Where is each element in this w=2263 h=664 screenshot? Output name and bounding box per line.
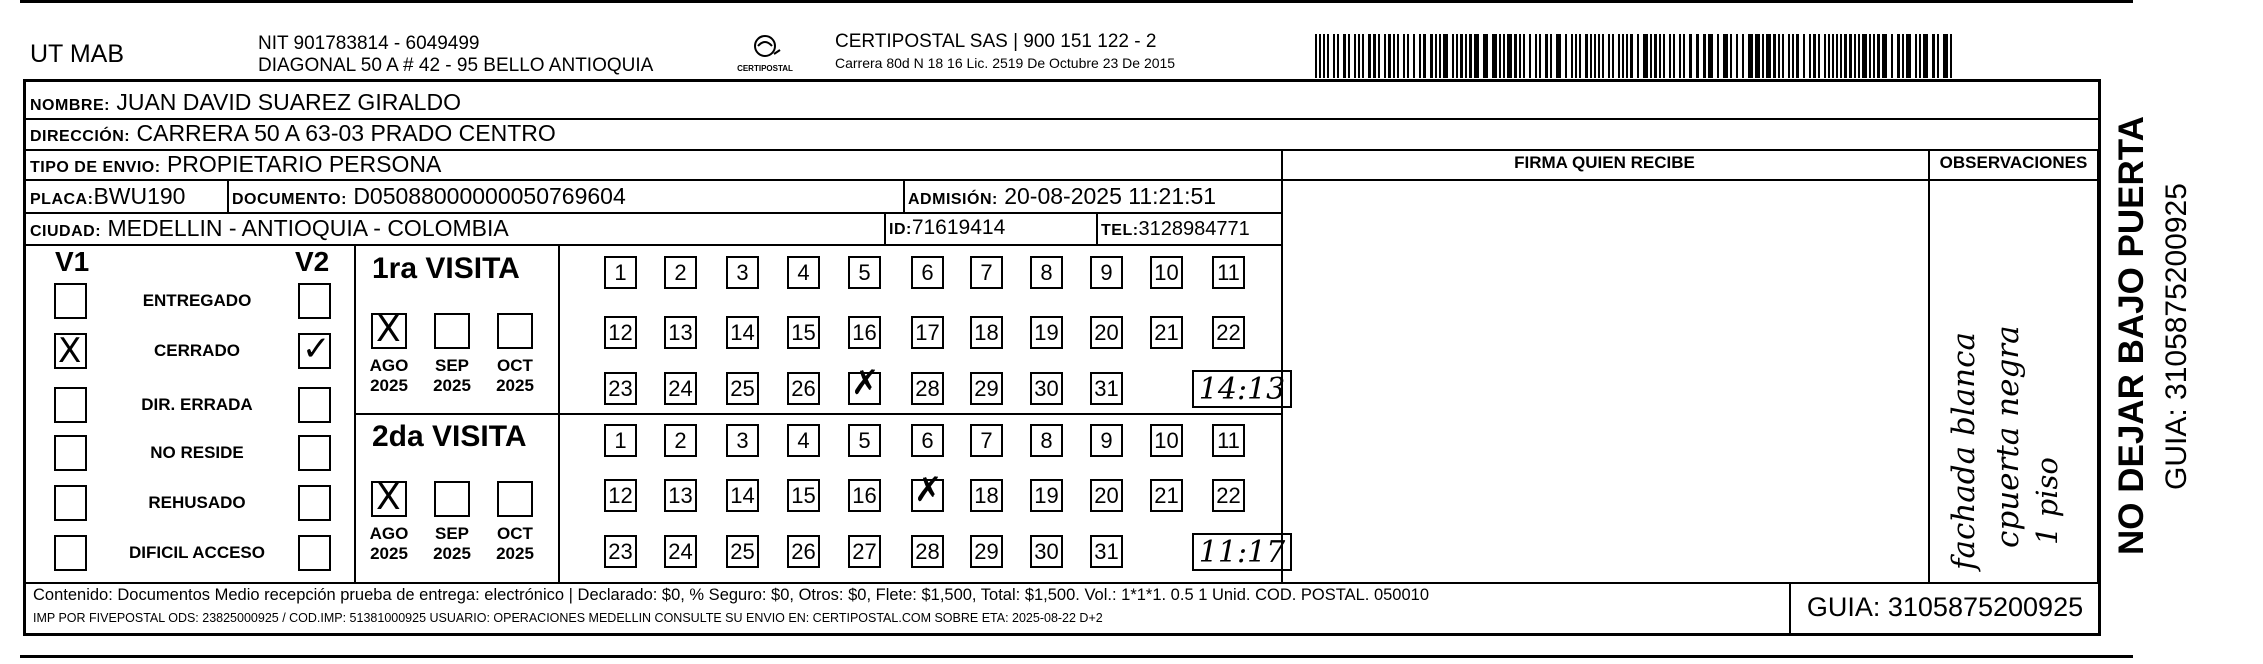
footer-imp: IMP POR FIVEPOSTAL ODS: 23825000925 / COD.IMP: 51381000925 USUARIO: OPERACIONES MEDELLIN CONSULTE SU ENVIO EN: CERTIPOSTAL.COM SOBRE ETA: 2025-08-22 D+2 xyxy=(33,611,1103,625)
first-visit-day-box[interactable]: 21 xyxy=(1150,316,1183,349)
barcode-bar xyxy=(1419,34,1421,78)
barcode-bar xyxy=(1348,34,1350,78)
v1-checkbox[interactable] xyxy=(54,333,87,369)
barcode-bar xyxy=(1550,34,1552,78)
second-visit-day-box[interactable]: 27 xyxy=(848,535,881,568)
barcode-bar xyxy=(1828,34,1830,78)
col-divider xyxy=(1281,149,1283,582)
barcode-bar xyxy=(1358,34,1360,78)
barcode-bar xyxy=(1708,34,1713,78)
second-visit-month-label xyxy=(489,524,541,564)
barcode-bar xyxy=(1849,34,1852,78)
tipo-value: PROPIETARIO PERSONA xyxy=(166,151,442,177)
status-label: DIFICIL ACCESO xyxy=(128,543,265,562)
barcode-bar xyxy=(1643,34,1648,78)
v2-checkbox[interactable] xyxy=(298,485,331,521)
barcode-bar xyxy=(1503,34,1505,78)
barcode-bar xyxy=(1762,34,1764,78)
barcode-bar xyxy=(1683,34,1685,78)
barcode-bar xyxy=(1535,34,1537,78)
barcode-bar xyxy=(1460,34,1463,78)
barcode-bar xyxy=(1337,34,1339,78)
first-visit-time-box[interactable]: 14:13 xyxy=(1192,370,1292,408)
first-visit-day-box[interactable]: 13 xyxy=(664,316,697,349)
first-visit-day-box[interactable]: 28 xyxy=(911,372,944,405)
tel-value: 3128984771 xyxy=(1138,218,1250,240)
placa-row xyxy=(30,182,185,214)
barcode-bar xyxy=(1782,34,1784,78)
status-label: NO RESIDE xyxy=(150,443,244,462)
admision-label: ADMISIÓN: xyxy=(908,191,998,208)
barcode-bar xyxy=(1545,34,1548,78)
barcode-bar xyxy=(1854,34,1856,78)
second-visit-day-box[interactable]: 11 xyxy=(1212,424,1245,457)
v1-checkbox[interactable] xyxy=(54,435,87,471)
barcode-bar xyxy=(1556,34,1561,78)
second-visit-day-box[interactable]: 2 xyxy=(664,424,697,457)
barcode-bar xyxy=(1602,34,1604,78)
barcode-bar xyxy=(1919,34,1921,78)
placa-label: PLACA: xyxy=(30,191,94,208)
barcode-bar xyxy=(1873,34,1875,78)
first-visit-day-box[interactable]: 7 xyxy=(970,256,1003,289)
nombre-label: NOMBRE: xyxy=(30,97,110,114)
month-year: 2025 xyxy=(370,376,408,395)
barcode-bar xyxy=(1730,34,1732,78)
barcode-bar xyxy=(1452,34,1454,78)
ciudad-value: MEDELLIN - ANTIOQUIA - COLOMBIA xyxy=(107,215,509,241)
barcode-bar xyxy=(1877,34,1880,78)
second-visit-day-box[interactable]: 20 xyxy=(1090,479,1123,512)
firma-header: FIRMA QUIEN RECIBE xyxy=(1514,153,1695,172)
bottom-border xyxy=(20,655,2133,658)
second-visit-month-label xyxy=(363,524,415,564)
second-visit-day-box[interactable]: 28 xyxy=(911,535,944,568)
check-mark: ✗ xyxy=(851,363,880,403)
v1-checkbox[interactable] xyxy=(54,283,87,319)
company-nit: NIT 901783814 - 6049499 xyxy=(258,33,480,54)
second-visit-month-label xyxy=(426,524,478,564)
barcode-bar xyxy=(1923,34,1928,78)
barcode-bar xyxy=(1474,34,1479,78)
barcode-bar xyxy=(1669,34,1671,78)
direccion-row xyxy=(30,119,556,151)
barcode-bar xyxy=(1343,34,1346,78)
observaciones-header: OBSERVACIONES xyxy=(1939,153,2088,172)
visit-divider xyxy=(354,413,1282,415)
barcode-bar xyxy=(1523,34,1525,78)
barcode-bar xyxy=(1937,34,1939,78)
first-visit-day-box[interactable]: 2 xyxy=(664,256,697,289)
cell-divider xyxy=(1096,212,1098,244)
barcode-bar xyxy=(1388,34,1391,78)
first-visit-title: 1ra VISITA xyxy=(372,252,520,285)
second-visit-day-box[interactable]: 21 xyxy=(1150,479,1183,512)
side-warning: NO DEJAR BAJO PUERTA xyxy=(2112,116,2151,555)
barcode-bar xyxy=(1803,34,1805,78)
first-visit-month-label xyxy=(426,356,478,396)
documento-row xyxy=(232,182,626,214)
barcode-bar xyxy=(1384,34,1386,78)
barcode-bar xyxy=(1650,34,1652,78)
barcode-bar xyxy=(1836,34,1838,78)
month-year: 2025 xyxy=(433,376,471,395)
barcode-bar xyxy=(1465,34,1467,78)
barcode-bar xyxy=(1869,34,1871,78)
first-visit-month-checkbox[interactable] xyxy=(371,309,407,350)
v1-checkbox[interactable] xyxy=(54,535,87,571)
second-visit-day-box[interactable]: 31 xyxy=(1090,535,1123,568)
month-name: AGO xyxy=(369,356,409,375)
barcode-bar xyxy=(1483,34,1488,78)
barcode-bar xyxy=(1333,34,1335,78)
barcode-bar xyxy=(1622,34,1624,78)
documento-value: D05088000000050769604 xyxy=(353,183,626,209)
barcode-bar xyxy=(1748,34,1753,78)
company-name: UT MAB xyxy=(30,40,124,68)
first-visit-day-box[interactable]: 12 xyxy=(604,316,637,349)
documento-label: DOCUMENTO: xyxy=(232,191,347,208)
barcode-bar xyxy=(1950,34,1952,78)
barcode-bar xyxy=(1362,34,1364,78)
barcode-bar xyxy=(1469,34,1472,78)
barcode-bar xyxy=(1319,34,1321,78)
second-visit-day-box[interactable]: 13 xyxy=(664,479,697,512)
check-mark: X xyxy=(376,477,401,518)
barcode-bar xyxy=(1626,34,1628,78)
second-visit-day-box[interactable]: 18 xyxy=(970,479,1003,512)
first-visit-day-box[interactable]: 26 xyxy=(787,372,820,405)
admision-value: 20-08-2025 11:21:51 xyxy=(1004,183,1217,209)
direccion-value: CARRERA 50 A 63-03 PRADO CENTRO xyxy=(136,120,556,146)
v2-header: V2 xyxy=(295,246,330,277)
first-visit-day-box[interactable]: 19 xyxy=(1030,316,1063,349)
id-value: 71619414 xyxy=(911,216,1006,239)
barcode-bar xyxy=(1618,34,1620,78)
month-year: 2025 xyxy=(433,544,471,563)
first-visit-day-box[interactable]: 6 xyxy=(911,256,944,289)
ciudad-row xyxy=(30,214,509,246)
placa-value: BWU190 xyxy=(93,183,186,209)
barcode-bar xyxy=(1539,34,1541,78)
first-visit-day-box[interactable]: 4 xyxy=(787,256,820,289)
v2-checkbox[interactable] xyxy=(298,435,331,471)
month-name: OCT xyxy=(497,356,533,375)
ciudad-label: CIUDAD: xyxy=(30,223,102,240)
nombre-value: JUAN DAVID SUAREZ GIRALDO xyxy=(116,89,461,115)
second-visit-day-box[interactable]: 24 xyxy=(664,535,697,568)
second-visit-day-box[interactable]: 26 xyxy=(787,535,820,568)
barcode-bar xyxy=(1407,34,1409,78)
first-visit-day-box[interactable]: 29 xyxy=(970,372,1003,405)
check-mark: X xyxy=(58,331,82,371)
barcode-bar xyxy=(1598,34,1600,78)
second-visit-time-box[interactable]: 11:17 xyxy=(1192,533,1292,571)
first-visit-day-box[interactable]: 30 xyxy=(1030,372,1063,405)
carrier-name: CERTIPOSTAL SAS | 900 151 122 - 2 xyxy=(835,31,1157,52)
barcode-bar xyxy=(1413,34,1415,78)
v2-checkbox[interactable] xyxy=(298,387,331,423)
barcode-bar xyxy=(1696,34,1699,78)
barcode-bar xyxy=(1456,34,1458,78)
barcode-bar xyxy=(1832,34,1834,78)
check-mark: ✗ xyxy=(914,470,943,510)
first-visit-day-box[interactable]: 3 xyxy=(726,256,759,289)
barcode-bar xyxy=(1679,34,1681,78)
month-year: 2025 xyxy=(370,544,408,563)
observaciones-line-1: fachada blanca xyxy=(1946,332,1982,570)
second-visit-day-box[interactable]: 8 xyxy=(1030,424,1063,457)
barcode-bar xyxy=(1932,34,1935,78)
barcode-bar xyxy=(1773,34,1776,78)
first-visit-day-box[interactable]: 25 xyxy=(726,372,759,405)
second-visit-month-checkbox[interactable] xyxy=(434,481,470,517)
barcode-bar xyxy=(1368,34,1371,78)
first-visit-day-box[interactable]: 9 xyxy=(1090,256,1123,289)
first-visit-day-box[interactable]: 15 xyxy=(787,316,820,349)
first-visit-day-box[interactable]: 11 xyxy=(1212,256,1245,289)
barcode-bar xyxy=(1492,34,1497,78)
barcode-bar xyxy=(1423,34,1426,78)
v2-checkbox[interactable] xyxy=(298,329,331,369)
second-visit-title: 2da VISITA xyxy=(372,420,527,453)
barcode-bar xyxy=(1529,34,1531,78)
v1-checkbox[interactable] xyxy=(54,387,87,423)
barcode-bar xyxy=(1915,34,1917,78)
first-visit-day-box[interactable]: 8 xyxy=(1030,256,1063,289)
barcode-bar xyxy=(1809,34,1811,78)
month-name: OCT xyxy=(497,524,533,543)
cell-divider xyxy=(903,179,905,212)
barcode-bar xyxy=(1792,34,1794,78)
barcode-bar xyxy=(1736,34,1738,78)
second-visit-day-box[interactable]: 30 xyxy=(1030,535,1063,568)
logo-text: CERTIPOSTAL xyxy=(737,64,793,73)
nombre-row xyxy=(30,88,461,120)
first-visit-month-checkbox[interactable] xyxy=(497,313,533,349)
barcode-bar xyxy=(1824,34,1826,78)
first-visit-day-box[interactable]: 31 xyxy=(1090,372,1123,405)
barcode-bar xyxy=(1499,34,1501,78)
barcode-bar xyxy=(1590,34,1592,78)
barcode-bar xyxy=(1594,34,1596,78)
observaciones-line-2: cpuerta negra xyxy=(1990,325,2026,548)
barcode-bar xyxy=(1840,34,1842,78)
first-visit-day-box[interactable]: 22 xyxy=(1212,316,1245,349)
barcode-bar xyxy=(1397,34,1399,78)
first-visit-day-box[interactable]: 16 xyxy=(848,316,881,349)
first-visit-day-box[interactable]: 20 xyxy=(1090,316,1123,349)
v2-checkbox[interactable] xyxy=(298,535,331,571)
barcode-bar xyxy=(1862,34,1867,78)
barcode-bar xyxy=(1378,34,1380,78)
barcode-bar xyxy=(1575,34,1577,78)
first-visit-month-label xyxy=(363,356,415,396)
barcode-bar xyxy=(1565,34,1567,78)
barcode xyxy=(1315,34,1953,78)
barcode-bar xyxy=(1585,34,1588,78)
company-address: DIAGONAL 50 A # 42 - 95 BELLO ANTIOQUIA xyxy=(258,55,654,76)
month-name: SEP xyxy=(434,524,470,543)
second-visit-day-box-marked[interactable] xyxy=(911,470,944,512)
barcode-bar xyxy=(1663,34,1665,78)
barcode-bar xyxy=(1519,34,1521,78)
barcode-bar xyxy=(1435,34,1437,78)
second-visit-day-box[interactable]: 4 xyxy=(787,424,820,457)
barcode-bar xyxy=(1755,34,1760,78)
status-label: CERRADO xyxy=(154,341,240,360)
second-visit-day-box[interactable]: 15 xyxy=(787,479,820,512)
barcode-bar xyxy=(1608,34,1610,78)
second-visit-day-box[interactable]: 5 xyxy=(848,424,881,457)
barcode-bar xyxy=(1891,34,1893,78)
barcode-bar xyxy=(1373,34,1376,78)
certipostal-logo xyxy=(730,30,800,80)
barcode-bar xyxy=(1443,34,1448,78)
col-divider xyxy=(1928,149,1930,582)
barcode-bar xyxy=(1354,34,1356,78)
first-visit-day-box[interactable]: 24 xyxy=(664,372,697,405)
barcode-bar xyxy=(1723,34,1728,78)
barcode-bar xyxy=(1323,34,1325,78)
id-label: ID: xyxy=(889,221,912,238)
barcode-bar xyxy=(1906,34,1911,78)
barcode-bar xyxy=(1571,34,1573,78)
barcode-bar xyxy=(1315,34,1317,78)
barcode-bar xyxy=(1327,34,1329,78)
second-visit-month-checkbox[interactable] xyxy=(371,477,407,518)
first-visit-day-box[interactable]: 5 xyxy=(848,256,881,289)
second-visit-day-box[interactable]: 10 xyxy=(1150,424,1183,457)
second-visit-day-box[interactable]: 12 xyxy=(604,479,637,512)
barcode-bar xyxy=(1742,34,1744,78)
barcode-bar xyxy=(1788,34,1790,78)
second-visit-day-box[interactable]: 9 xyxy=(1090,424,1123,457)
barcode-bar xyxy=(1439,34,1441,78)
barcode-bar xyxy=(1818,34,1820,78)
month-year: 2025 xyxy=(496,376,534,395)
barcode-bar xyxy=(1637,34,1639,78)
first-visit-day-box[interactable]: 10 xyxy=(1150,256,1183,289)
tel-label: TEL: xyxy=(1101,222,1139,239)
id-row xyxy=(889,214,1005,244)
barcode-bar xyxy=(1659,34,1661,78)
second-visit-day-box[interactable]: 1 xyxy=(604,424,637,457)
v1-header: V1 xyxy=(55,246,90,277)
barcode-bar xyxy=(1673,34,1675,78)
carrier-license: Carrera 80d N 18 16 Lic. 2519 De Octubre 23 De 2015 xyxy=(835,55,1176,71)
barcode-bar xyxy=(1717,34,1719,78)
first-visit-day-box[interactable]: 14 xyxy=(726,316,759,349)
second-visit-day-box[interactable]: 25 xyxy=(726,535,759,568)
barcode-bar xyxy=(1943,34,1948,78)
month-name: AGO xyxy=(369,524,409,543)
tipo-label: TIPO DE ENVIO: xyxy=(30,159,161,176)
barcode-bar xyxy=(1703,34,1706,78)
status-label: DIR. ERRADA xyxy=(141,395,253,414)
barcode-bar xyxy=(1393,34,1395,78)
barcode-bar xyxy=(1612,34,1614,78)
month-divider xyxy=(558,244,560,582)
admision-row xyxy=(908,182,1216,214)
barcode-bar xyxy=(1579,34,1581,78)
v2-checkbox[interactable] xyxy=(298,283,331,319)
first-visit-month-label xyxy=(489,356,541,396)
barcode-bar xyxy=(1766,34,1771,78)
tipo-row xyxy=(30,150,441,182)
second-visit-day-box[interactable]: 6 xyxy=(911,424,944,457)
status-divider xyxy=(354,244,356,582)
first-visit-month-checkbox[interactable] xyxy=(434,313,470,349)
cell-divider xyxy=(227,179,229,212)
barcode-bar xyxy=(1897,34,1900,78)
second-visit-day-box[interactable]: 7 xyxy=(970,424,1003,457)
status-label: REHUSADO xyxy=(148,493,246,512)
second-visit-day-box[interactable]: 3 xyxy=(726,424,759,457)
second-visit-day-box[interactable]: 14 xyxy=(726,479,759,512)
barcode-bar xyxy=(1796,34,1799,78)
first-visit-day-box[interactable]: 1 xyxy=(604,256,637,289)
footer-guia: GUIA: 3105875200925 xyxy=(1806,592,2084,622)
v1-checkbox[interactable] xyxy=(54,485,87,521)
first-visit-day-box[interactable]: 18 xyxy=(970,316,1003,349)
barcode-bar xyxy=(1778,34,1780,78)
second-visit-day-box[interactable]: 29 xyxy=(970,535,1003,568)
side-guia: GUIA: 3105875200925 xyxy=(2160,183,2193,490)
second-visit-day-box[interactable]: 22 xyxy=(1212,479,1245,512)
tel-row xyxy=(1101,215,1250,245)
barcode-bar xyxy=(1689,34,1692,78)
second-visit-day-box[interactable]: 23 xyxy=(604,535,637,568)
check-mark: X xyxy=(376,309,401,350)
second-visit-day-box[interactable]: 16 xyxy=(848,479,881,512)
barcode-bar xyxy=(1514,34,1517,78)
direccion-label: DIRECCIÓN: xyxy=(30,128,131,145)
footer-contenido: Contenido: Documentos Medio recepción prueba de entrega: electrónico | Declarado: $0, % Seguro: $0, Otros: $0, Flete: $1,500, Total: $1,500. Vol.: 1*1*1. 0.5 1 Unid. COD. POSTAL. 050010 xyxy=(33,586,1430,604)
first-visit-day-box[interactable]: 23 xyxy=(604,372,637,405)
barcode-bar xyxy=(1430,34,1433,78)
month-name: SEP xyxy=(434,356,470,375)
first-visit-day-box-marked[interactable] xyxy=(848,363,881,405)
status-label: ENTREGADO xyxy=(142,291,252,310)
cell-divider xyxy=(884,212,886,244)
barcode-bar xyxy=(1902,34,1904,78)
second-visit-month-checkbox[interactable] xyxy=(497,481,533,517)
top-border xyxy=(20,0,2133,3)
second-visit-day-box[interactable]: 19 xyxy=(1030,479,1063,512)
barcode-bar xyxy=(1882,34,1887,78)
barcode-bar xyxy=(1844,34,1847,78)
first-visit-day-box[interactable]: 17 xyxy=(911,316,944,349)
barcode-bar xyxy=(1630,34,1633,78)
check-mark: ✓ xyxy=(302,329,331,369)
barcode-bar xyxy=(1403,34,1405,78)
barcode-bar xyxy=(1654,34,1657,78)
month-year: 2025 xyxy=(496,544,534,563)
barcode-bar xyxy=(1813,34,1816,78)
observaciones-line-3: 1 piso xyxy=(2030,457,2064,545)
barcode-bar xyxy=(1858,34,1860,78)
barcode-bar xyxy=(1507,34,1512,78)
col-divider xyxy=(2097,149,2099,582)
